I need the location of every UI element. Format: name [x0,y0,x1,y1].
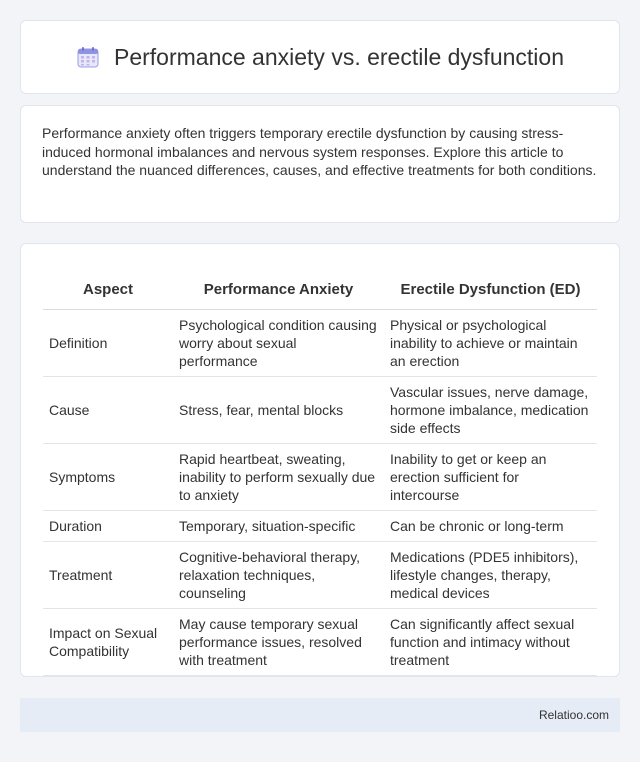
table-cell: Symptoms [43,443,173,510]
table-cell: Stress, fear, mental blocks [173,376,384,443]
comparison-table-card [20,243,620,677]
table-row [43,309,597,376]
footer-brand: Relatioo.com [538,708,609,722]
column-header-performance-anxiety: Performance Anxiety [173,264,384,309]
table-cell: Psychological condition causing worry about sexual performance [173,309,384,376]
table-cell: Can be chronic or long-term [384,510,597,541]
title-card [20,20,620,94]
column-header-aspect: Aspect [43,264,173,309]
table-cell: Impact on Sexual Compatibility [43,608,173,675]
table-cell: May cause temporary sexual performance issues, resolved with treatment [173,608,384,675]
column-header-erectile-dysfunction: Erectile Dysfunction (ED) [384,264,597,309]
page-title: Performance anxiety vs. erectile dysfunction [114,43,564,70]
table-cell: Definition [43,309,173,376]
intro-card [20,105,620,223]
table-cell: Temporary, situation-specific [173,510,384,541]
table-row [43,443,597,510]
comparison-table [43,264,597,676]
table-cell: Cognitive-behavioral therapy, relaxation techniques, counseling [173,541,384,608]
table-row [43,541,597,608]
table-cell: Vascular issues, nerve damage, hormone imbalance, medication side effects [384,376,597,443]
table-cell: Can significantly affect sexual function and intimacy without treatment [384,608,597,675]
table-cell: Rapid heartbeat, sweating, inability to perform sexually due to anxiety [173,443,384,510]
table-cell: Duration [43,510,173,541]
table-row [43,376,597,443]
calendar-icon [76,45,100,69]
table-cell: Physical or psychological inability to achieve or maintain an erection [384,309,597,376]
table-row [43,608,597,675]
table-cell: Treatment [43,541,173,608]
intro-text: Performance anxiety often triggers temporary erectile dysfunction by causing stress-induced hormonal imbalances and nervous system responses. Explore this article to understand the nuanced differences, causes, and effective treatments for both conditions. [42,125,597,178]
table-cell: Inability to get or keep an erection sufficient for intercourse [384,443,597,510]
table-row [43,510,597,541]
table-header-row [43,264,597,309]
table-cell: Cause [43,376,173,443]
footer [20,698,620,732]
table-cell: Medications (PDE5 inhibitors), lifestyle changes, therapy, medical devices [384,541,597,608]
